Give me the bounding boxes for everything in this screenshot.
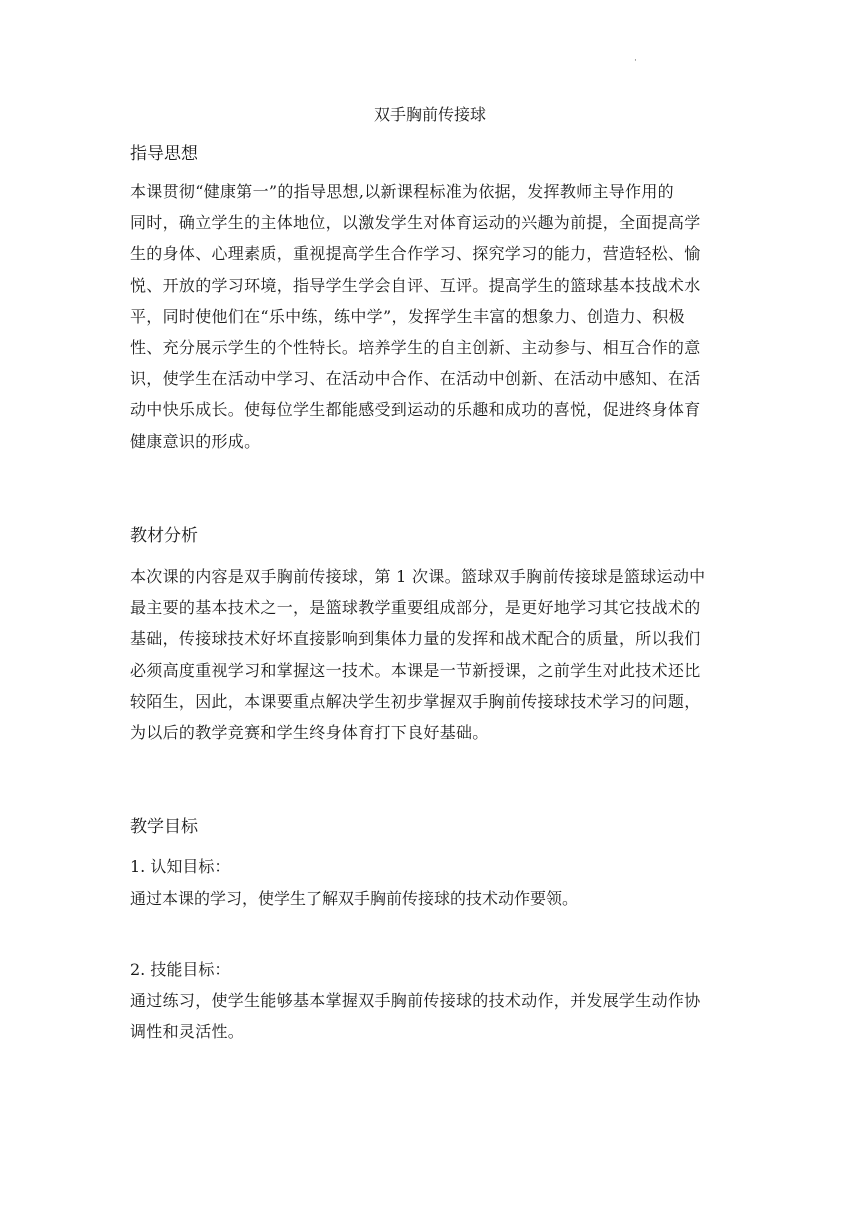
paragraph-line: 本课贯彻“健康第一”的指导思想,以新课程标准为依据，发挥教师主导作用的 xyxy=(130,182,674,201)
cognitive-objective-label: 1. 认知目标： xyxy=(130,857,231,876)
paragraph-line: 平，同时使他们在“乐中练，练中学”，发挥学生丰富的想象力、创造力、积极 xyxy=(130,306,685,326)
paragraph-line: 通过练习，使学生能够基本掌握双手胸前传接球的技术动作，并发展学生动作协 xyxy=(130,991,701,1010)
paragraph-line: 最主要的基本技术之一，是篮球教学重要组成部分，是更好地学习其它技战术的 xyxy=(130,598,701,618)
document-title: 双手胸前传接球 xyxy=(373,105,486,124)
paragraph-line: 本次课的内容是双手胸前传接球，第 1 次课。篮球双手胸前传接球是篮球运动中 xyxy=(130,567,706,586)
skill-objective-label: 2. 技能目标： xyxy=(130,960,231,979)
section-heading-guiding: 指导思想 xyxy=(130,144,198,164)
paragraph-line: 生的身体、心理素质，重视提高学生合作学习、探究学习的能力，营造轻松、愉 xyxy=(130,244,701,264)
paragraph-line: 同时，确立学生的主体地位，以激发学生对体育运动的兴趣为前提，全面提高学 xyxy=(130,213,701,233)
paragraph-line: 较陌生，因此，本课要重点解决学生初步掌握双手胸前传接球技术学习的问题， xyxy=(130,691,701,711)
header-mark: · xyxy=(634,56,637,66)
paragraph-line: 悦、开放的学习环境，指导学生学会自评、互评。提高学生的篮球基本技战术水 xyxy=(130,275,701,295)
guiding-paragraph xyxy=(130,176,742,457)
cognitive-objective-text: 通过本课的学习，使学生了解双手胸前传接球的技术动作要领。 xyxy=(130,889,579,908)
paragraph-line: 基础，传接球技术好坏直接影响到集体力量的发挥和战术配合的质量，所以我们 xyxy=(130,629,701,649)
section-heading-analysis: 教材分析 xyxy=(130,526,198,546)
paragraph-line: 健康意识的形成。 xyxy=(130,431,261,451)
analysis-paragraph xyxy=(130,561,742,748)
paragraph-line: 调性和灵活性。 xyxy=(130,1022,245,1042)
paragraph-line: 性、充分展示学生的个性特长。培养学生的自主创新、主动参与、相互合作的意 xyxy=(130,338,701,358)
paragraph-line: 为以后的教学竞赛和学生终身体育打下良好基础。 xyxy=(130,723,489,743)
section-heading-objectives: 教学目标 xyxy=(130,817,198,837)
paragraph-line: 动中快乐成长。使每位学生都能感受到运动的乐趣和成功的喜悦，促进终身体育 xyxy=(130,400,701,420)
paragraph-line: 必须高度重视学习和掌握这一技术。本课是一节新授课，之前学生对此技术还比 xyxy=(130,660,701,680)
paragraph-line: 识，使学生在活动中学习、在活动中合作、在活动中创新、在活动中感知、在活 xyxy=(130,369,701,389)
skill-objective-paragraph xyxy=(130,985,742,1047)
